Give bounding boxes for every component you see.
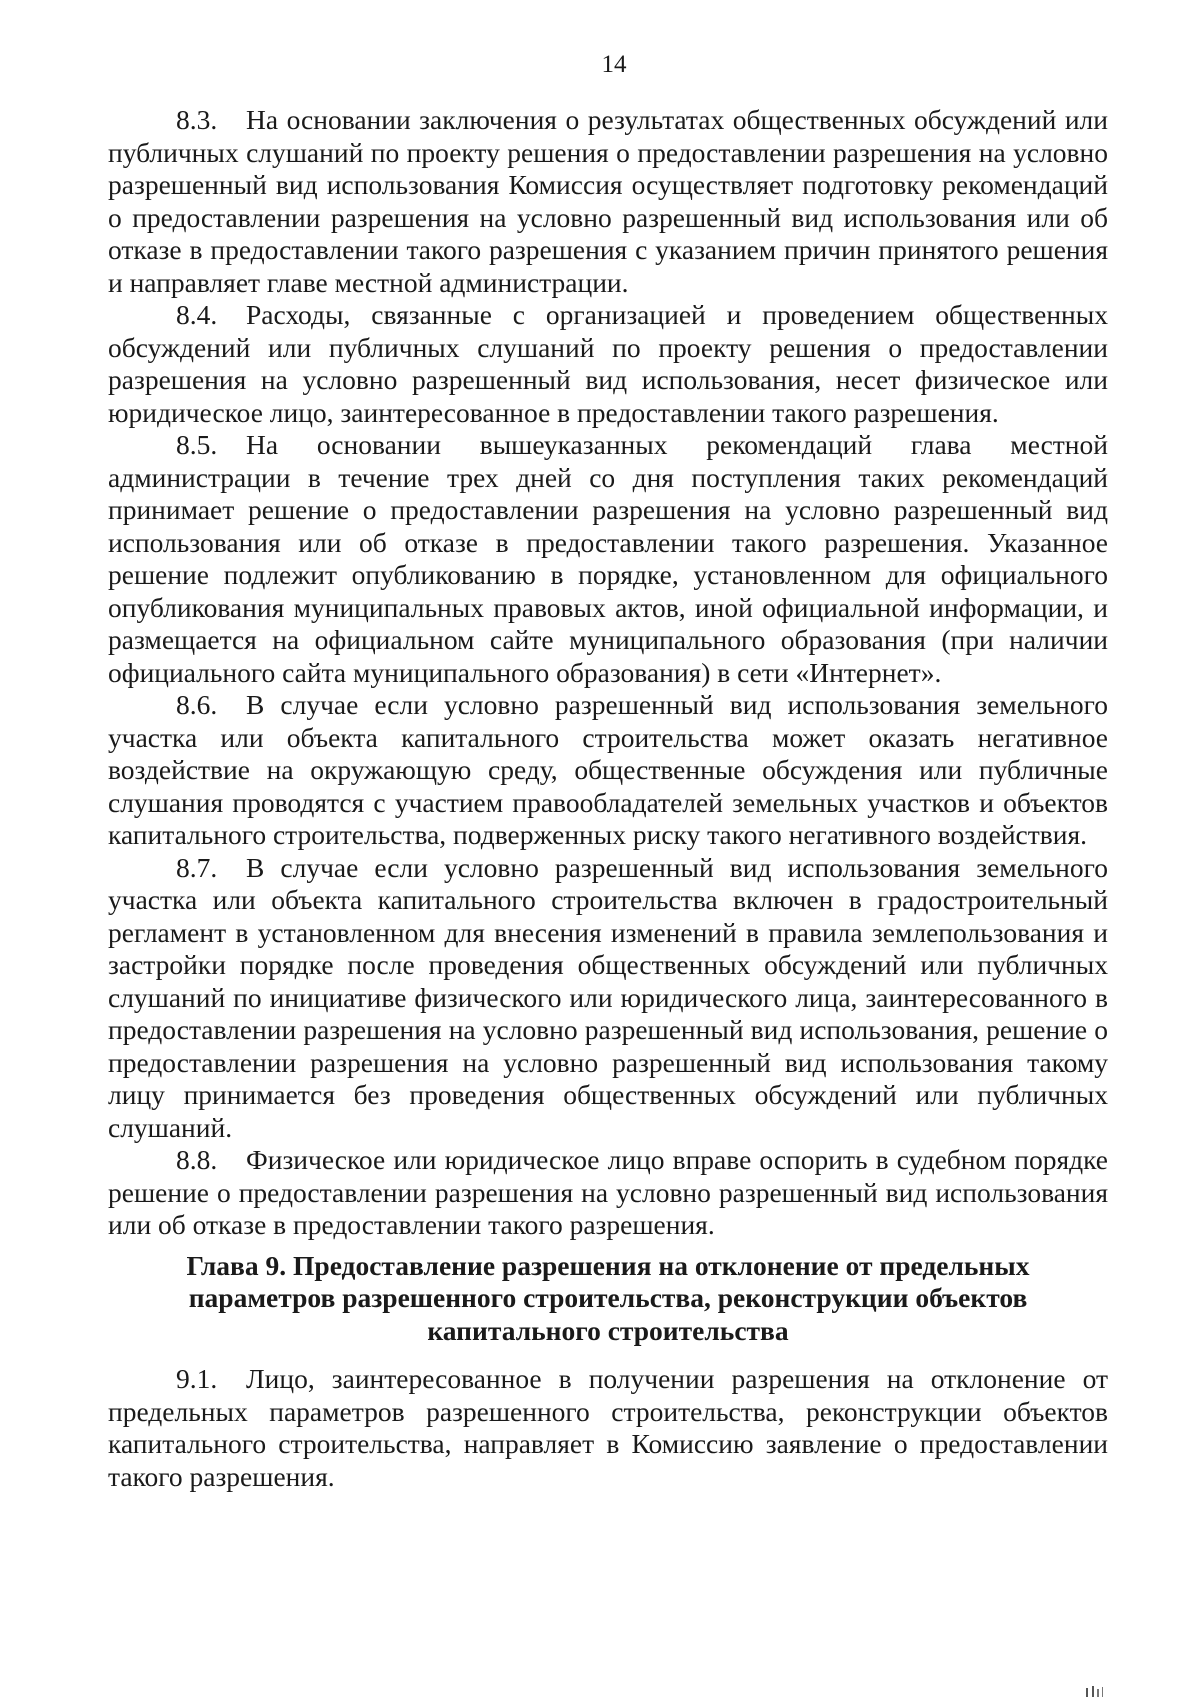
paragraph-8-8 [108, 1144, 1108, 1242]
paragraph-8-7 [108, 852, 1108, 1145]
paragraph-text: На основании заключения о результатах общественных обсуждений или публичных слушаний по проекту решения о предоставлении разрешения на условно разрешенный вид использования Комиссия осуществляет подготовку рекомендаций о предоставлении разрешения на условно разрешенный вид использования или об отказе в предоставлении такого разрешения с указанием причин принятого решения и направляет главе местной администрации. [108, 104, 1108, 298]
paragraph-9-1 [108, 1363, 1108, 1493]
paragraph-number: 8.3. [176, 104, 218, 135]
paragraph-number: 8.6. [176, 689, 218, 720]
paragraph-text: Лицо, заинтересованное в получении разрешения на отклонение от предельных параметров разрешенного строительства, реконструкции объектов капитального строительства, направляет в Комиссию заявление о предоставлении такого разрешения. [108, 1363, 1108, 1492]
chapter-title-line: капитального строительства [427, 1314, 789, 1346]
paragraph-text: В случае если условно разрешенный вид использования земельного участка или объекта капитального строительства включен в градостроительный регламент в установленном для внесения изменений в правила землепользования и застройки порядке после проведения общественных обсуждений или публичных слушаний по инициативе физического или юридического лица, заинтересованного в предоставлении разрешения на условно разрешенный вид использования, решение о предоставлении разрешения на условно разрешенный вид использования такому лицу принимается без проведения общественных обсуждений или публичных слушаний. [108, 851, 1108, 1143]
paragraph-number: 8.4. [176, 299, 218, 330]
paragraph-text: Физическое или юридическое лицо вправе оспорить в судебном порядке решение о предоставлении разрешения на условно разрешенный вид использования или об отказе в предоставлении такого разрешения. [108, 1144, 1108, 1240]
chapter-title-line: параметров разрешенного строительства, реконструкции объектов [188, 1282, 1028, 1313]
paragraph-number: 8.7. [176, 851, 218, 883]
paragraph-number: 9.1. [176, 1363, 218, 1394]
document-page [108, 50, 1108, 1493]
paragraph-number: 8.5. [176, 429, 218, 460]
paragraph-8-3 [108, 104, 1108, 299]
chapter-9-title [108, 1250, 1108, 1348]
chapter-title-line: Глава 9. Предоставление разрешения на отклонение от предельных [186, 1249, 1030, 1281]
paragraph-text: В случае если условно разрешенный вид использования земельного участка или объекта капитального строительства может оказать негативное воздействие на окружающую среду, общественные обсуждения или публичные слушания проводятся с участием правообладателей земельных участков и объектов капитального строительства, подверженных риску такого негативного воздействия. [108, 689, 1108, 850]
paragraph-text: Расходы, связанные с организацией и проведением общественных обсуждений или публичных слушаний по проекту решения о предоставлении разрешения на условно разрешенный вид использования, несет физическое или юридическое лицо, заинтересованное в предоставлении такого разрешения. [108, 299, 1108, 428]
paragraph-text: На основании вышеуказанных рекомендаций глава местной администрации в течение трех дней со дня поступления таких рекомендаций принимает решение о предоставлении разрешения на условно разрешенный вид использования или об отказе в предоставлении такого разрешения. Указанное решение подлежит опубликованию в порядке, установленном для официального опубликования муниципальных правовых актов, иной официальной информации, и размещается на официальном сайте муниципального образования (при наличии официального сайта муниципального образования) в сети «Интернет». [108, 429, 1108, 688]
page-number: 14 [601, 51, 627, 78]
paragraph-number: 8.8. [176, 1144, 218, 1175]
paragraph-8-4 [108, 299, 1108, 429]
paragraph-8-6 [108, 689, 1108, 852]
scan-artifact [1082, 1686, 1122, 1697]
paragraph-8-5 [108, 429, 1108, 689]
